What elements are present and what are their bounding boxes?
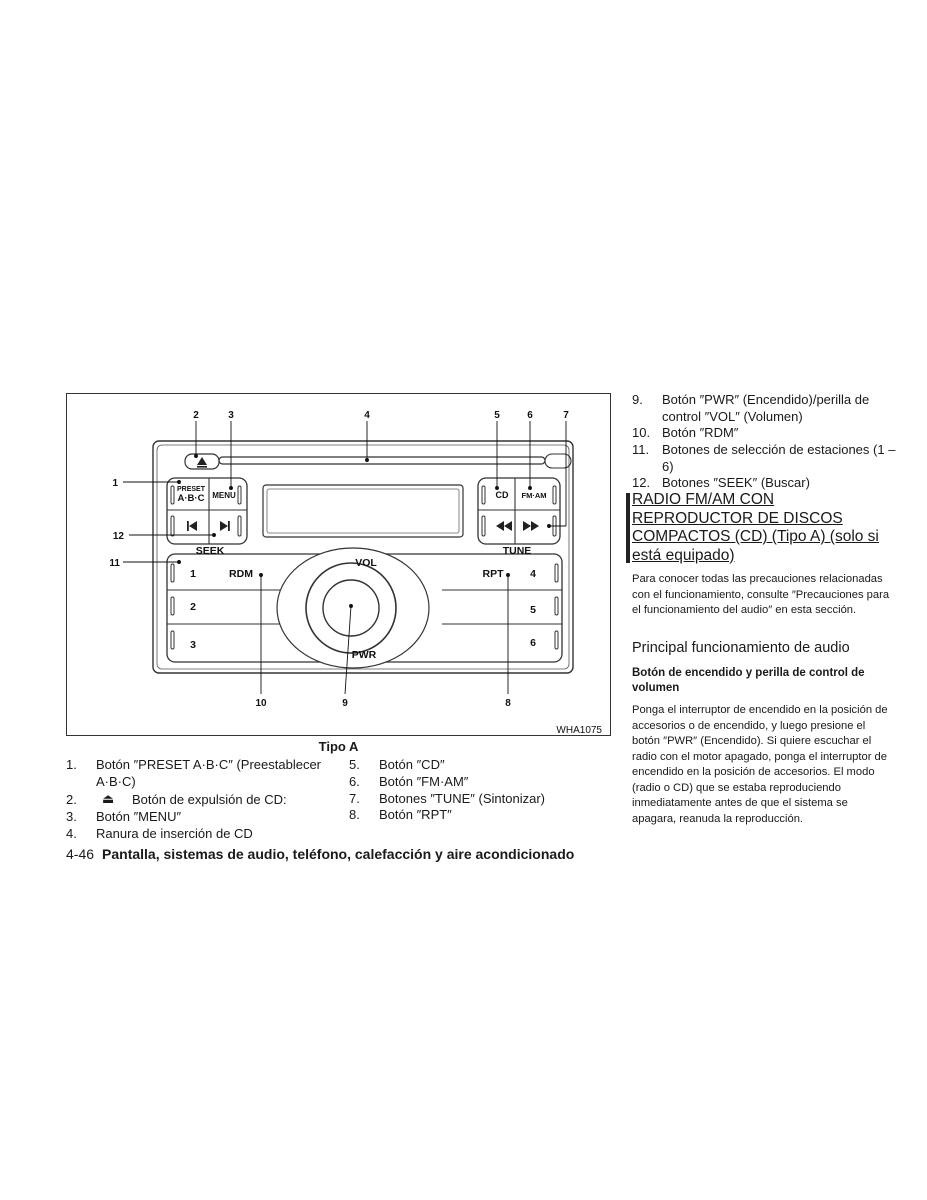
subsubheading: Botón de encendido y perilla de control de volumen [632,667,865,694]
label-vol: VOL [355,557,377,569]
chapter-title: Pantalla, sistemas de audio, teléfono, calefacción y aire acondicionado [102,846,575,862]
legend-text: Botones ″TUNE″ (Sintonizar) [379,791,545,806]
body-paragraph: Ponga el interruptor de encendido en la posición de accesorios o de encendido, y luego presione el botón ″PWR″ (Encendido). Si quiere escuchar el radio con el motor apagado, ponga el interruptor de encendido en la posición de accesorios. El modo (radio o CD) que se estaba reproduciendo inmediatamente antes de que el sistema se apagara, reanuda la reproducción. [632,704,888,825]
legend-num: 1. [66,757,77,772]
label-seek: SEEK [195,545,225,557]
label-cd: CD [495,490,509,500]
label-preset: PRESET [176,486,206,493]
legend-text: Botones ″SEEK″ (Buscar) [662,475,810,490]
legend-num: 5. [349,757,360,772]
label-preset-2: 2 [190,601,196,613]
legend-item-3 [66,808,336,825]
legend-item-6 [349,773,609,790]
page-number: 4-46 [66,846,95,862]
section-title: RADIO FM/AM CON REPRODUCTOR DE DISCOS COMPACTOS (CD) (Tipo A) (solo si está equipado) [632,491,879,564]
callout-1: 1 [112,478,118,489]
legend-text: Botón ″RPT″ [379,807,452,822]
legend-item-10 [632,425,897,442]
legend-text: Ranura de inserción de CD [96,826,253,841]
label-preset-3: 3 [190,639,196,651]
label-preset-5: 5 [530,604,536,616]
callout-9: 9 [342,698,348,709]
legend-item-9 [632,392,897,425]
legend-num: 8. [349,807,360,822]
label-preset-1: 1 [190,568,196,580]
label-abc: A·B·C [177,493,205,504]
figure-code: WHA1075 [556,725,602,736]
eject-icon [197,457,207,465]
legend-num: 10. [632,425,651,440]
legend-num: 9. [632,392,643,407]
previous-track-icon [187,521,197,531]
rewind-icon [496,521,512,531]
callout-7: 7 [563,410,569,421]
label-tune: TUNE [502,545,532,557]
radio-diagram [66,393,611,736]
legend-item-4 [66,825,336,842]
legend-item-1 [66,756,336,792]
page-footer [66,846,574,862]
legend-text: Botón ″PRESET A·B·C″ (Preestablecer A·B·C) [96,757,321,789]
label-fmam: FM·AM [521,491,547,500]
radio-faceplate-illustration [67,394,612,737]
callout-4: 4 [364,410,370,421]
legend-item-11 [632,442,897,475]
label-pwr: PWR [351,649,377,661]
next-track-icon [220,521,230,531]
label-menu: MENU [212,491,236,500]
legend-item-2 [66,791,336,808]
fast-forward-icon [523,521,539,531]
legend-num: 11. [632,442,650,457]
legend-text: Botón ″PWR″ (Encendido)/perilla de control ″VOL″ (Volumen) [662,392,870,424]
eject-icon: ⏏ [102,791,115,806]
legend-text: Botón de expulsión de CD: [132,792,287,807]
callout-11: 11 [109,558,120,569]
legend-num: 2. [66,792,77,807]
legend-item-12 [632,475,897,492]
intro-paragraph: Para conocer todas las precauciones relacionadas con el funcionamiento, consulte ″Precauciones para el funcionamiento del audio″ en esta sección. [632,573,890,616]
subheading: Principal funcionamiento de audio [632,640,850,656]
callout-5: 5 [494,410,500,421]
legend-text: Botón ″MENU″ [96,809,182,824]
callout-3: 3 [228,410,234,421]
legend-num: 4. [66,826,77,841]
callout-10: 10 [255,698,267,709]
legend-num: 12. [632,475,651,490]
legend-text: Botón ″RDM″ [662,425,739,440]
legend-num: 6. [349,774,360,789]
figure-caption: Tipo A [318,739,359,754]
legend-num: 7. [349,791,360,806]
legend-item-5 [349,756,609,773]
legend-text: Botón ″CD″ [379,757,445,772]
callout-6: 6 [527,410,533,421]
label-preset-6: 6 [530,637,536,649]
label-rpt: RPT [482,568,504,580]
callout-8: 8 [505,698,511,709]
legend-text: Botones de selección de estaciones (1 – 6) [662,442,896,474]
legend-num: 3. [66,809,77,824]
label-rdm: RDM [229,568,253,580]
callout-12: 12 [112,531,124,542]
legend-text: Botón ″FM·AM″ [379,774,469,789]
label-preset-4: 4 [530,568,536,580]
legend-item-8 [349,806,609,823]
section-marker-bar [626,493,630,563]
callout-2: 2 [193,410,199,421]
legend-item-7 [349,790,609,807]
